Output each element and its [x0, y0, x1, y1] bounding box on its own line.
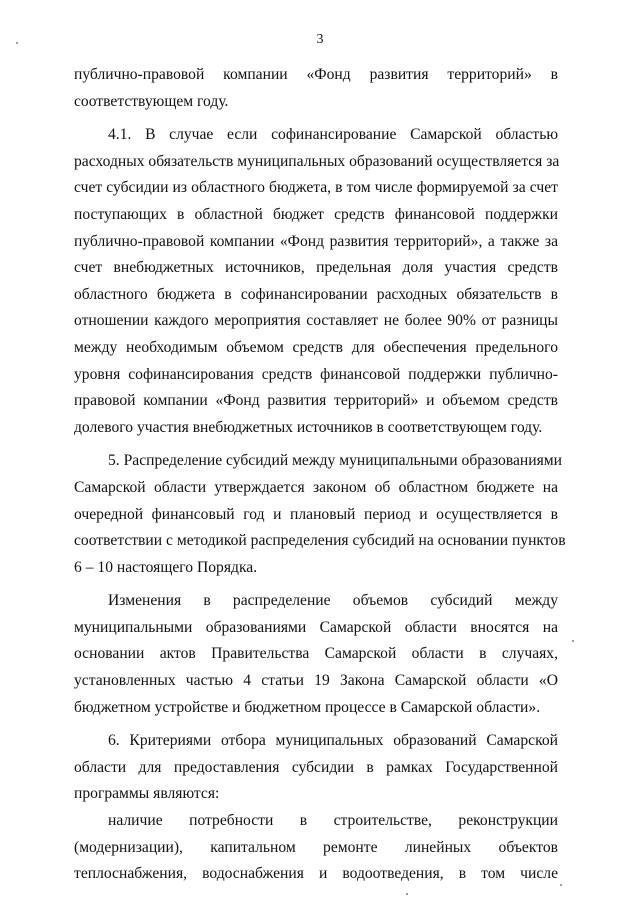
text-line: уровня софинансирования средств финансовой поддержки публично- — [74, 365, 558, 383]
page-number: 3 — [316, 32, 324, 47]
text-line: публично-правовой компании «Фонд развития территорий» в — [74, 66, 558, 83]
text-line: 6 – 10 настоящего Порядка. — [74, 558, 258, 576]
paragraph-6 — [74, 728, 558, 808]
text-line: соответствующем году. — [74, 92, 229, 110]
text-line: муниципальными образованиями Самарской области вносятся на — [74, 618, 558, 636]
text-line: публично-правовой компании «Фонд развития территорий», а также за — [74, 232, 558, 250]
text-line: теплоснабжения, водоснабжения и водоотведения, в том числе — [74, 865, 558, 883]
text-line: (модернизации), капитальном ремонте линейных объектов — [74, 838, 558, 856]
text-line: 6. Критериями отбора муниципальных образований Самарской — [108, 732, 558, 750]
scan-speck — [560, 884, 562, 886]
paragraph-5 — [74, 448, 566, 581]
text-line: расходных обязательств муниципальных образований осуществляется за — [74, 152, 560, 170]
text-line: долевого участия внебюджетных источников в соответствующем году. — [74, 418, 543, 436]
text-line: счет субсидии из областного бюджета, в том числе формируемой за счет — [74, 179, 558, 197]
document-body — [74, 62, 566, 888]
paragraph-continuation — [74, 62, 558, 115]
text-line: Изменения в распределение объемов субсидий между — [108, 592, 558, 610]
scan-speck — [406, 893, 408, 895]
text-line: области для предоставления субсидии в рамках Государственной — [74, 758, 558, 776]
text-line: программы являются: — [74, 785, 220, 803]
text-line: отношении каждого мероприятия составляет не более 90% от разницы — [74, 312, 558, 330]
text-line: поступающих в областной бюджет средств финансовой поддержки — [74, 205, 558, 223]
scan-speck — [16, 42, 18, 44]
text-line: установленных частью 4 статьи 19 Закона Самарской области «О — [74, 672, 558, 690]
text-line: правовой компании «Фонд развития территорий» и объемом средств — [74, 392, 558, 410]
text-line: областного бюджета в софинансировании расходных обязательств в — [74, 285, 558, 303]
text-line: счет внебюджетных источников, предельная доля участия средств — [74, 259, 558, 277]
text-line: Самарской области утверждается законом об областном бюджете на — [74, 478, 558, 496]
paragraph-4-1 — [74, 122, 558, 441]
text-line: 4.1. В случае если софинансирование Самарской областью — [108, 126, 558, 144]
paragraph-criteria — [74, 808, 558, 888]
text-line: между необходимым объемом средств для обеспечения предельного — [74, 338, 558, 356]
scan-speck — [572, 640, 574, 642]
text-line: наличие потребности в строительстве, реконструкции — [108, 812, 558, 830]
paragraph-changes — [74, 588, 558, 721]
text-line: 5. Распределение субсидий между муниципальными образованиями — [108, 452, 563, 470]
text-line: соответствии с методикой распределения субсидий на основании пунктов — [74, 532, 566, 550]
text-line: бюджетном устройстве и бюджетном процессе в Самарской области». — [74, 698, 541, 716]
text-line: основании актов Правительства Самарской области в случаях, — [74, 645, 558, 663]
text-line: очередной финансовый год и плановый период и осуществляется в — [74, 505, 558, 523]
